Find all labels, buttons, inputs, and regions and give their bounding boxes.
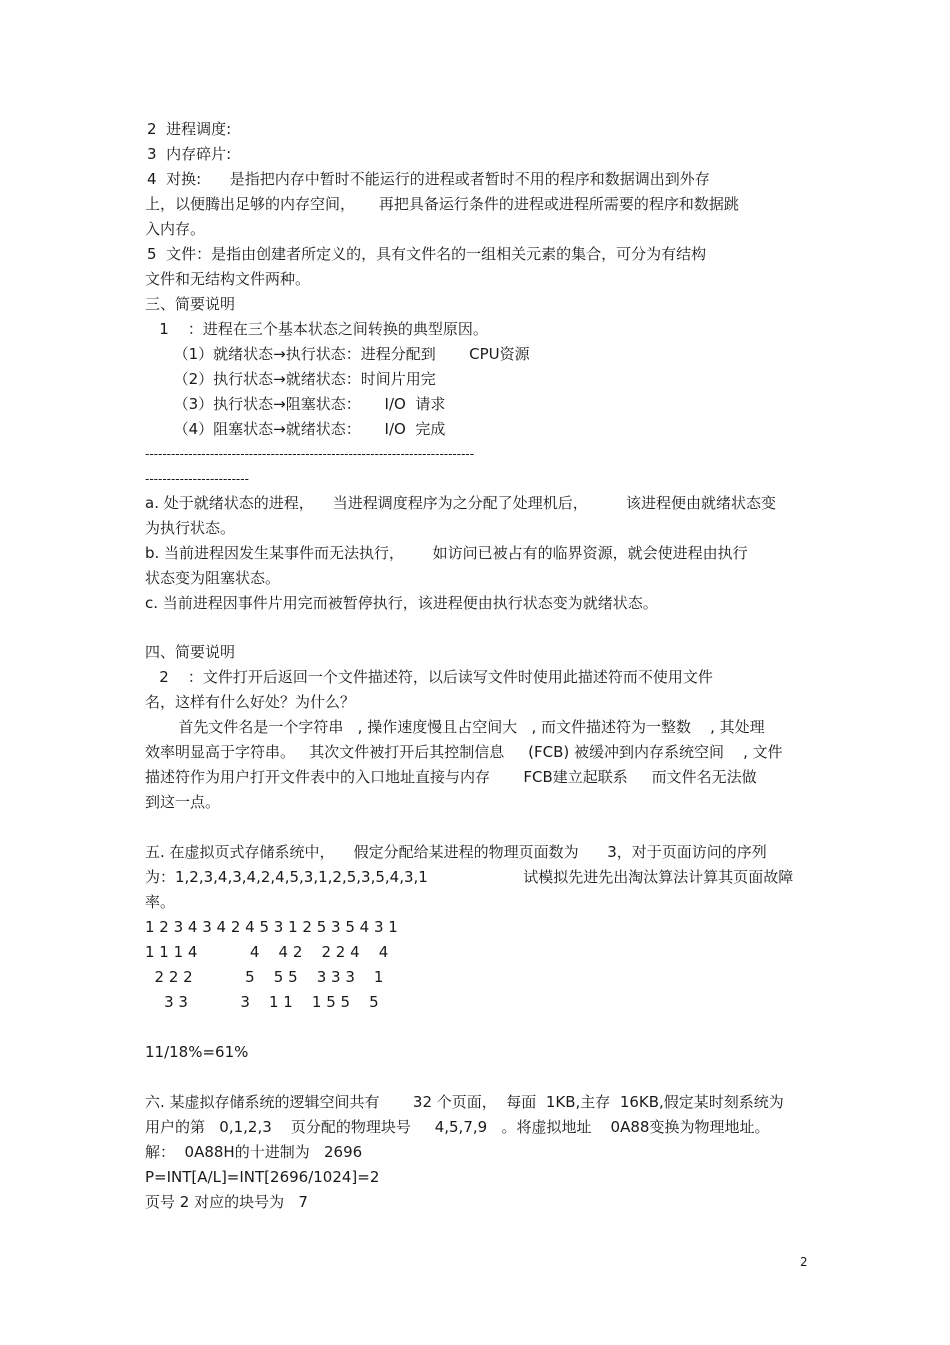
text-line: 用户的第 0,1,2,3 页分配的物理块号 4,5,7,9 。将虚拟地址 0A88变换为物理地址。 — [145, 1118, 770, 1136]
text-line: 解： 0A88H的十进制为 2696 — [145, 1143, 363, 1161]
text-line: 为执行状态。 — [145, 519, 236, 537]
text-line: 2 ：文件打开后返回一个文件描述符，以后读写文件时使用此描述符而不使用文件 — [145, 668, 713, 686]
fifo-frame-row: 1 1 1 4 4 4 2 2 2 4 4 — [145, 943, 389, 961]
text-line: 上，以便腾出足够的内存空间， 再把具备运行条件的进程或进程所需要的程序和数据跳 — [145, 195, 739, 213]
text-line: 1 ：进程在三个基本状态之间转换的典型原因。 — [145, 320, 488, 338]
fifo-sequence-row: 1 2 3 4 3 4 2 4 5 3 1 2 5 3 5 4 3 1 — [145, 918, 398, 936]
page-number: 2 — [800, 1255, 808, 1269]
text-line: 入内存。 — [145, 220, 206, 238]
text-line: （3）执行状态→阻塞状态： I/O 请求 — [145, 395, 446, 413]
text-line: 状态变为阻塞状态。 — [145, 569, 281, 587]
text-line: a. 处于就绪状态的进程， 当进程调度程序为之分配了处理机后， 该进程便由就绪状态变 — [145, 494, 776, 512]
text-line: 3 内存碎片: — [147, 145, 232, 163]
section-heading: 四、简要说明 — [145, 643, 236, 661]
text-line: 名，这样有什么好处？为什么？ — [145, 693, 356, 711]
text-line: 首先文件名是一个字符串 , 操作速度慢且占空间大 , 而文件描述符为一整数 , 其处理 — [145, 718, 765, 736]
section-heading: 三、简要说明 — [145, 295, 236, 313]
text-line: 为：1,2,3,4,3,4,2,4,5,3,1,2,5,3,5,4,3,1 试模拟先进先出淘汰算法计算其页面故障 — [145, 868, 794, 886]
text-line: 5 文件：是指由创建者所定义的，具有文件名的一组相关元素的集合，可分为有结构 — [147, 245, 707, 263]
text-line: 描述符作为用户打开文件表中的入口地址直接与内存 FCB建立起联系 而文件名无法做 — [145, 768, 757, 786]
fault-rate-result: 11/18%=61% — [145, 1043, 249, 1061]
text-line: 率。 — [145, 893, 176, 911]
dashed-divider: ------------------------ — [145, 472, 249, 486]
fifo-frame-row: 3 3 3 1 1 1 5 5 5 — [145, 993, 379, 1011]
text-line: 页号 2 对应的块号为 7 — [145, 1193, 308, 1211]
text-line: （2）执行状态→就绪状态：时间片用完 — [145, 370, 436, 388]
text-line: 2 进程调度: — [147, 120, 232, 138]
fifo-frame-row: 2 2 2 5 5 5 3 3 3 1 — [145, 968, 384, 986]
text-line: 4 对换: 是指把内存中暂时不能运行的进程或者暂时不用的程序和数据调出到外存 — [147, 170, 710, 188]
text-line: b. 当前进程因发生某事件而无法执行， 如访问已被占有的临界资源，就会使进程由执行 — [145, 544, 748, 562]
text-line: （4）阻塞状态→就绪状态： I/O 完成 — [145, 420, 446, 438]
text-line: 五. 在虚拟页式存储系统中， 假定分配给某进程的物理页面数为 3，对于页面访问的序列 — [145, 843, 767, 861]
text-line: 六. 某虚拟存储系统的逻辑空间共有 32 个页面， 每面 1KB,主存 16KB,假定某时刻系统为 — [145, 1093, 784, 1111]
dashed-divider: ---------------------------------------------------------------------------- — [145, 447, 475, 461]
text-line: 到这一点。 — [145, 793, 221, 811]
text-line: （1）就绪状态→执行状态：进程分配到 CPU资源 — [145, 345, 530, 363]
text-line: 效率明显高于字符串。 其次文件被打开后其控制信息 (FCB) 被缓冲到内存系统空间 , 文件 — [145, 743, 783, 761]
text-line: P=INT[A/L]=INT[2696/1024]=2 — [145, 1168, 380, 1186]
text-line: c. 当前进程因事件片用完而被暂停执行，该进程便由执行状态变为就绪状态。 — [145, 594, 658, 612]
text-line: 文件和无结构文件两种。 — [145, 270, 311, 288]
